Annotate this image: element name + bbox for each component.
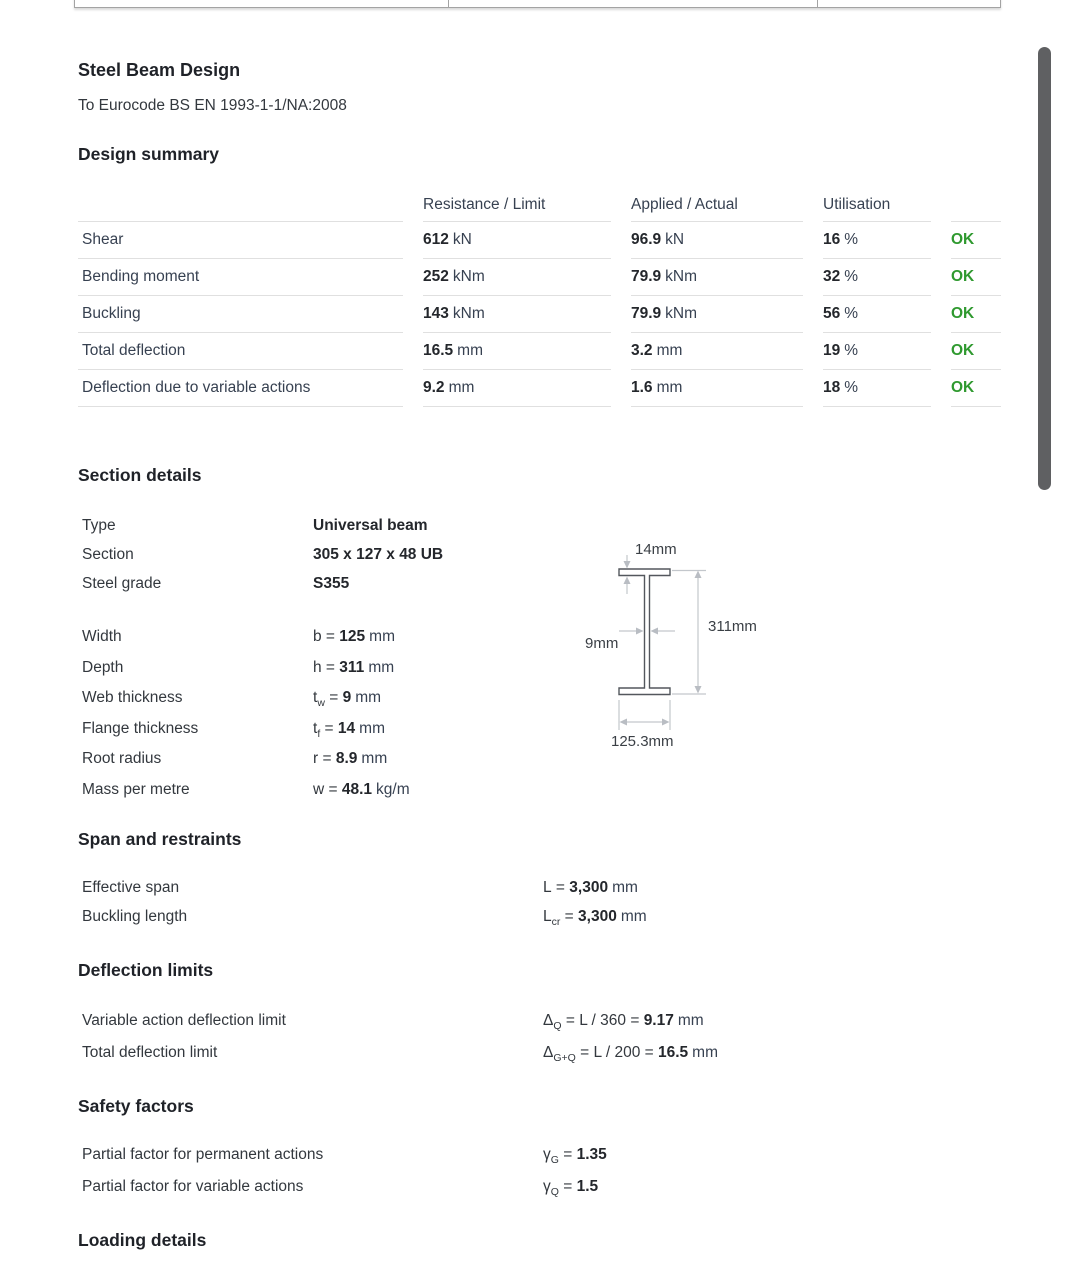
- property-value: [313, 750, 387, 768]
- utilisation-value: 18: [823, 379, 841, 396]
- row-label: Shear: [78, 222, 403, 259]
- list-item: [82, 873, 1001, 902]
- col-header-status: [951, 189, 1001, 222]
- list-item: [82, 1037, 1001, 1069]
- property-label: Buckling length: [82, 907, 188, 925]
- value-text: 305 x 127 x 48 UB: [313, 545, 444, 563]
- property-value: [313, 546, 443, 564]
- utilisation-cell: [823, 333, 931, 370]
- equals: = L / 360 =: [561, 1012, 644, 1029]
- utilisation-value: 16: [823, 231, 841, 248]
- value-text: S355: [313, 574, 350, 592]
- value-unit: mm: [620, 907, 647, 925]
- symbol-subscript: f: [317, 727, 321, 740]
- arrow-right-icon: [636, 628, 644, 635]
- symbol: h: [313, 658, 322, 676]
- property-label: Type: [82, 516, 116, 534]
- arrow-right-icon: [662, 719, 670, 726]
- applied-value: 79.9: [631, 268, 662, 285]
- span-restraints-list: [78, 873, 1001, 931]
- status-badge: OK: [951, 259, 1001, 296]
- value-text: 125: [339, 628, 366, 646]
- report-content: [78, 0, 1001, 1252]
- list-item: [82, 775, 1001, 806]
- applied-unit: kNm: [665, 305, 698, 322]
- safety-factors-section: [78, 1094, 1001, 1203]
- symbol-subscript: Q: [553, 1020, 562, 1033]
- resistance-unit: mm: [448, 379, 475, 396]
- value-text: 9: [342, 689, 352, 707]
- table-row: [78, 259, 1001, 296]
- deflection-limits-heading: Deflection limits: [78, 960, 214, 980]
- arrow-up-icon: [624, 577, 631, 585]
- applied-cell: [631, 259, 803, 296]
- applied-unit: kN: [665, 231, 685, 248]
- property-value: [543, 1044, 718, 1065]
- value-unit: mm: [355, 689, 382, 707]
- applied-value: 3.2: [631, 342, 653, 359]
- row-label: Buckling: [78, 296, 403, 333]
- page-title: Steel Beam Design: [78, 60, 241, 80]
- resistance-cell: [423, 259, 611, 296]
- property-label: Total deflection limit: [82, 1044, 218, 1061]
- property-label: Steel grade: [82, 574, 162, 592]
- property-label: Section: [82, 545, 134, 563]
- equals: =: [558, 1146, 577, 1163]
- col-header-applied: Applied / Actual: [631, 189, 803, 222]
- value-text: 1.5: [576, 1178, 599, 1195]
- equals: =: [560, 907, 579, 925]
- applied-unit: mm: [656, 379, 683, 396]
- symbol: r: [313, 750, 319, 768]
- equals: =: [321, 658, 340, 676]
- section-info-list: [78, 511, 1001, 598]
- arrow-up-icon: [695, 571, 702, 579]
- applied-unit: mm: [656, 342, 683, 359]
- status-badge: OK: [951, 333, 1001, 370]
- list-item: [82, 902, 1001, 931]
- design-summary-heading: Design summary: [78, 144, 220, 164]
- property-value: [543, 908, 647, 926]
- resistance-unit: kNm: [452, 268, 485, 285]
- resistance-cell: [423, 222, 611, 259]
- utilisation-cell: [823, 259, 931, 296]
- equals: =: [551, 878, 570, 896]
- resistance-value: 9.2: [423, 379, 445, 396]
- property-label: Partial factor for variable actions: [82, 1178, 304, 1195]
- safety-factors-heading: Safety factors: [78, 1096, 194, 1116]
- value-unit: mm: [692, 1044, 718, 1061]
- property-value: [313, 720, 385, 738]
- col-header-blank: [78, 189, 403, 222]
- symbol-subscript: G+Q: [553, 1052, 576, 1065]
- col-header-utilisation: Utilisation: [823, 189, 931, 222]
- utilisation-cell: [823, 296, 931, 333]
- utilisation-value: 19: [823, 342, 841, 359]
- row-label: Deflection due to variable actions: [78, 370, 403, 407]
- equals: =: [318, 750, 336, 768]
- design-summary-section: [78, 142, 1001, 407]
- symbol-subscript: cr: [551, 915, 561, 928]
- resistance-value: 16.5: [423, 342, 454, 359]
- applied-cell: [631, 370, 803, 407]
- property-label: Partial factor for permanent actions: [82, 1146, 324, 1163]
- safety-factors-list: [78, 1139, 1001, 1203]
- value-unit: kg/m: [376, 780, 410, 798]
- utilisation-unit: %: [844, 379, 859, 396]
- property-label: Variable action deflection limit: [82, 1012, 286, 1029]
- value-text: 311: [339, 658, 365, 676]
- value-text: 16.5: [657, 1044, 689, 1061]
- resistance-unit: kN: [452, 231, 472, 248]
- value-text: 14: [337, 719, 356, 737]
- equals: =: [324, 689, 343, 707]
- resistance-unit: mm: [457, 342, 483, 359]
- table-row: [78, 333, 1001, 370]
- property-value: [543, 1146, 611, 1167]
- equals: =: [321, 628, 340, 646]
- list-item: [82, 683, 1001, 714]
- row-label: Total deflection: [78, 333, 403, 370]
- dim-label-width: 125.3mm: [611, 733, 674, 750]
- status-badge: OK: [951, 296, 1001, 333]
- utilisation-value: 32: [823, 268, 841, 285]
- equals: = L / 200 =: [575, 1044, 658, 1061]
- deflection-limits-section: [78, 958, 1001, 1069]
- table-row: [78, 296, 1001, 333]
- list-item: [82, 1139, 1001, 1171]
- property-value: [313, 659, 394, 677]
- symbol: L: [543, 907, 552, 925]
- utilisation-cell: [823, 222, 931, 259]
- list-item: [82, 1171, 1001, 1203]
- value-unit: mm: [612, 878, 638, 896]
- span-restraints-section: [78, 827, 1001, 931]
- list-item: [82, 569, 1001, 598]
- status-badge: OK: [951, 222, 1001, 259]
- resistance-unit: kNm: [452, 305, 485, 322]
- property-value: [313, 781, 410, 799]
- utilisation-unit: %: [844, 231, 859, 248]
- symbol: Δ: [543, 1044, 554, 1061]
- arrow-down-icon: [695, 686, 702, 694]
- resistance-value: 612: [423, 231, 449, 248]
- list-item: [82, 622, 1001, 653]
- property-value: [313, 517, 428, 535]
- symbol: w: [313, 780, 325, 798]
- deflection-limits-list: [78, 1005, 1001, 1069]
- property-label: Effective span: [82, 878, 180, 896]
- value-unit: mm: [368, 658, 395, 676]
- symbol: t: [313, 689, 318, 707]
- equals: =: [324, 780, 342, 798]
- page-subtitle: To Eurocode BS EN 1993-1-1/NA:2008: [78, 97, 347, 114]
- value-text: 48.1: [341, 780, 373, 798]
- row-label: Bending moment: [78, 259, 403, 296]
- value-text: 3,300: [578, 907, 617, 925]
- applied-cell: [631, 333, 803, 370]
- property-label: Mass per metre: [82, 780, 190, 798]
- value-unit: mm: [677, 1012, 704, 1029]
- beam-cross-section-diagram: [560, 530, 800, 765]
- applied-cell: [631, 222, 803, 259]
- symbol: γ: [543, 1146, 551, 1163]
- resistance-value: 252: [423, 268, 449, 285]
- value-unit: mm: [359, 719, 385, 737]
- symbol: γ: [543, 1178, 551, 1195]
- applied-unit: kNm: [665, 268, 698, 285]
- property-value: [543, 1012, 704, 1033]
- arrow-left-icon: [651, 628, 659, 635]
- list-item: [82, 1005, 1001, 1037]
- design-summary-table: [78, 189, 1001, 407]
- utilisation-unit: %: [844, 305, 859, 322]
- status-badge: OK: [951, 370, 1001, 407]
- utilisation-cell: [823, 370, 931, 407]
- property-label: Depth: [82, 658, 124, 676]
- equals: =: [558, 1178, 577, 1195]
- property-value: [543, 1178, 602, 1199]
- value-text: Universal beam: [313, 516, 428, 534]
- symbol-subscript: G: [550, 1154, 559, 1167]
- span-restraints-heading: Span and restraints: [78, 829, 242, 849]
- table-header-row: [78, 189, 1001, 222]
- dim-label-web-thickness: 9mm: [585, 635, 619, 652]
- property-label: Web thickness: [82, 689, 183, 707]
- value-unit: mm: [361, 750, 388, 768]
- utilisation-unit: %: [844, 268, 859, 285]
- list-item: [82, 653, 1001, 684]
- value-unit: mm: [369, 628, 395, 646]
- applied-value: 79.9: [631, 305, 662, 322]
- applied-value: 96.9: [631, 231, 662, 248]
- table-row: [78, 222, 1001, 259]
- scrollbar-thumb[interactable]: [1038, 47, 1051, 490]
- value-text: 3,300: [569, 878, 609, 896]
- list-item: [82, 540, 1001, 569]
- utilisation-unit: %: [844, 342, 859, 359]
- property-label: Flange thickness: [82, 719, 199, 737]
- property-value: [313, 628, 395, 646]
- applied-value: 1.6: [631, 379, 653, 396]
- list-item: [82, 714, 1001, 745]
- arrow-down-icon: [624, 561, 631, 569]
- value-text: 9.17: [643, 1012, 674, 1029]
- resistance-cell: [423, 370, 611, 407]
- loading-details-section: [78, 1228, 1001, 1252]
- value-text: 1.35: [576, 1146, 607, 1163]
- symbol-subscript: Q: [550, 1186, 559, 1199]
- applied-cell: [631, 296, 803, 333]
- resistance-cell: [423, 296, 611, 333]
- list-item: [82, 511, 1001, 540]
- value-text: 8.9: [335, 750, 358, 768]
- property-value: [313, 575, 349, 593]
- dim-label-depth: 311mm: [708, 618, 757, 635]
- utilisation-value: 56: [823, 305, 841, 322]
- symbol: Δ: [543, 1012, 554, 1029]
- symbol: b: [313, 628, 322, 646]
- resistance-cell: [423, 333, 611, 370]
- section-details-section: [78, 463, 1001, 805]
- symbol: t: [313, 719, 318, 737]
- table-row: [78, 370, 1001, 407]
- property-value: [543, 879, 638, 897]
- dim-label-flange-thickness: 14mm: [635, 541, 677, 558]
- list-item: [82, 744, 1001, 775]
- section-details-heading: Section details: [78, 465, 202, 485]
- arrow-left-icon: [620, 719, 628, 726]
- property-label: Width: [82, 628, 122, 646]
- symbol-subscript: w: [317, 697, 325, 710]
- equals: =: [320, 719, 338, 737]
- symbol: L: [543, 878, 552, 896]
- property-value: [313, 689, 382, 710]
- section-properties-list: [78, 622, 1001, 805]
- loading-details-heading: Loading details: [78, 1230, 207, 1250]
- col-header-resistance: Resistance / Limit: [423, 189, 611, 222]
- property-label: Root radius: [82, 750, 162, 768]
- resistance-value: 143: [423, 305, 449, 322]
